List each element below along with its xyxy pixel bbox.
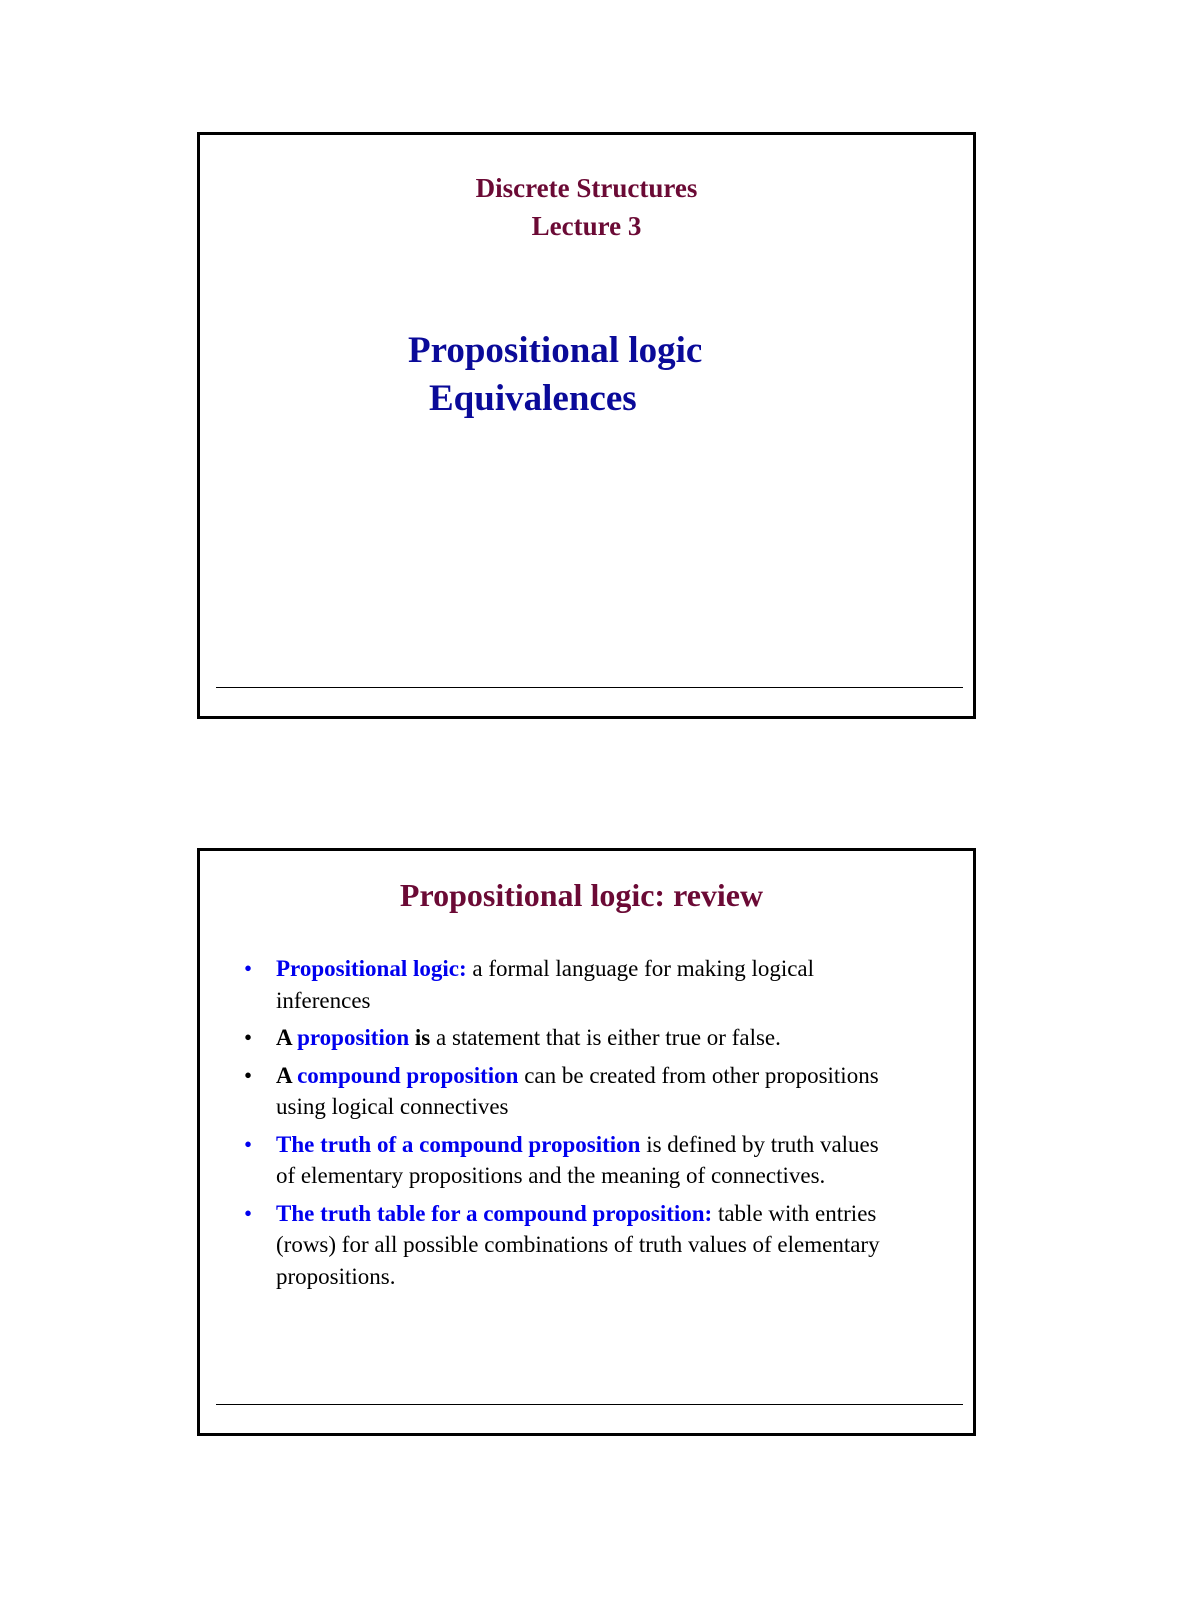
bullet-text: is <box>409 1025 431 1050</box>
key-term: The truth table for a compound proposition: <box>276 1200 713 1226</box>
bullet-icon: • <box>244 1062 253 1088</box>
footer-rule <box>216 1404 963 1405</box>
lecture-number: Lecture 3 <box>531 211 642 241</box>
bullet-icon: • <box>244 1025 253 1050</box>
course-heading <box>200 169 973 245</box>
bullet-list <box>240 953 890 1298</box>
slide-title <box>197 132 976 719</box>
bullet-icon: • <box>244 1200 253 1226</box>
bullet-text: A <box>276 1062 298 1088</box>
bullet-icon: • <box>244 956 253 981</box>
bullet-text: a formal language for making logical inferences <box>276 956 815 1013</box>
key-term: compound proposition <box>297 1062 519 1088</box>
key-term: Propositional logic: <box>276 956 467 981</box>
bullet-item <box>240 953 890 1016</box>
slide-review <box>197 848 976 1436</box>
title-line-2: Equivalences <box>429 378 637 419</box>
lecture-title <box>408 327 702 423</box>
footer-rule <box>216 687 963 688</box>
title-line-1: Propositional logic <box>408 330 703 371</box>
course-name: Discrete Structures <box>475 173 698 203</box>
bullet-text: a statement that is either true or false. <box>430 1025 781 1050</box>
bullet-item <box>240 1060 890 1123</box>
key-term: The truth of a compound proposition <box>276 1131 641 1157</box>
bullet-text: table with entries (rows) for all possible combinations of truth values of elementary propositions. <box>276 1200 880 1289</box>
bullet-item <box>240 1129 890 1192</box>
key-term: proposition <box>297 1025 410 1050</box>
bullet-text: A <box>276 1025 298 1050</box>
bullet-icon: • <box>244 1131 253 1157</box>
bullet-text: is defined by truth values of elementary propositions and the meaning of connectives. <box>276 1131 879 1188</box>
bullet-item <box>240 1198 890 1293</box>
slide-heading: Propositional logic: review <box>399 877 764 913</box>
bullet-item <box>240 1022 890 1054</box>
bullet-text: can be created from other propositions using logical connectives <box>276 1062 879 1119</box>
